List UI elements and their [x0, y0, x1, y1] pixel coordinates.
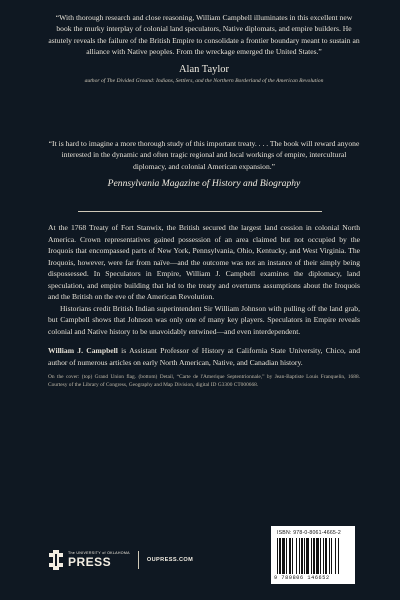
blurb-quote-text: “With thorough research and close reasoning, William Campbell illuminates in this excellent new book the murky interplay of colonial land speculators, Native diplomats, and empire builders. He astutely reveals the failure of the British Empire to consolidate a frontier boundary meant to sustain an alliance with Native peoples. From the wreckage emerged the United States.”: [48, 13, 360, 57]
blurb-author: Alan Taylor: [178, 63, 230, 75]
press-url: OUPRESS.COM: [146, 557, 194, 563]
isbn-label: ISBN: 978-0-8061-4665-2: [277, 530, 342, 536]
blurb-quote-1: [48, 12, 360, 85]
blurb-author-note: author of The Divided Ground: Indians, Settlers, and the Northern Borderland of the American Revolution: [84, 78, 324, 85]
description-paragraph-1: At the 1768 Treaty of Fort Stanwix, the British secured the largest land cession in colonial North America. Crown representatives gained possession of an area claimed but not occupied by the Iroquois that encompassed parts of New York, Pennsylvania, Ohio, Kentucky, and West Virginia. The Iroquois, however, were far from naïve—and the outcome was not an instance of their simply being dispossessed. In Speculators in Empire, William J. Campbell examines the diplomacy, land speculation, and empire building that led to the treaty and overturns assumptions about the Iroquois and the British on the eve of the American Revolution.: [48, 223, 360, 302]
barcode-digits: 9 780806 146652: [274, 575, 330, 581]
press-university-line: The UNIVERSITY of OKLAHOMA: [68, 550, 130, 555]
press-name: PRESS: [68, 555, 112, 570]
barcode-icon: [277, 538, 349, 574]
author-bio: [48, 345, 360, 368]
blurb-quote-text: “It is hard to imagine a more thorough study of this important treaty. . . . The book will reward anyone interested in the dynamic and often tragic regional and local workings of empire, intercultural diplomacy, and colonial American expansion.”: [48, 139, 360, 171]
press-logo: [68, 552, 130, 569]
book-description: [48, 222, 360, 390]
cover-credit: On the cover: (top) Grand Union flag. (bottom) Detail, “Carte de l'Amerique Septentrionnale,” by Jean-Baptiste Louis Franquelin, 1688. Courtesy of the Library of Congress, Geography and Map Division, digital ID G3300 CT000668.: [48, 374, 360, 389]
footer-separator: [138, 551, 139, 569]
publisher-footer: [48, 550, 193, 570]
ou-logo-icon: [48, 550, 64, 570]
blurb-quote-2: [48, 138, 360, 190]
description-paragraph-2: Historians credit British Indian superintendent Sir William Johnson with pulling off the land grab, but Campbell shows that Johnson was only one of many key players. Speculators in Empire reveals colonial and Native history to be unavoidably entwined—and even interdependent.: [48, 303, 360, 336]
author-bio-text: is Assistant Professor of History at California State University, Chico, and author of numerous articles on early North American, Native, and Canadian history.: [48, 346, 360, 367]
author-name: William J. Campbell: [48, 346, 118, 356]
isbn-barcode: [271, 526, 355, 584]
blurb-source: Pennsylvania Magazine of History and Biography: [107, 178, 301, 190]
divider-rule: [78, 211, 322, 212]
